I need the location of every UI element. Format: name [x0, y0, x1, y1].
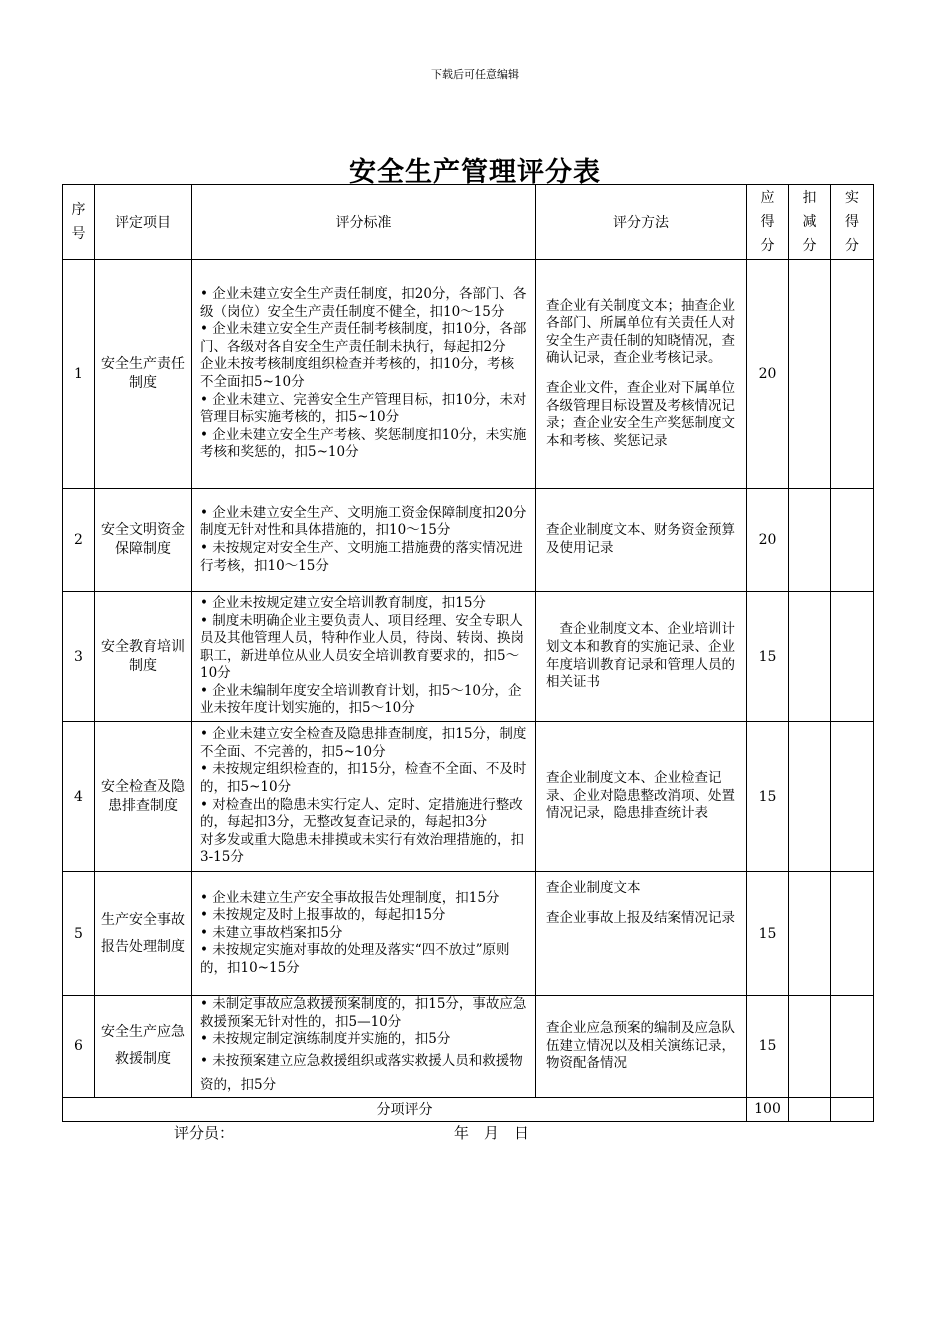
row-seq: 5	[63, 872, 95, 996]
row-item: 安全生产责任制度	[95, 260, 192, 489]
table-row	[63, 872, 874, 996]
row-should-score: 20	[747, 489, 789, 592]
row-should-score: 15	[747, 722, 789, 872]
row-deduct-score[interactable]	[789, 996, 831, 1098]
header-seq: 序 号	[63, 185, 95, 260]
row-item: 安全检查及隐患排查制度	[95, 722, 192, 872]
row-actual-score[interactable]	[831, 722, 874, 872]
row-method: 查企业制度文本 查企业事故上报及结案情况记录	[536, 872, 747, 996]
header-deduct-score: 扣 减 分	[789, 185, 831, 260]
table-row	[63, 489, 874, 592]
total-row	[63, 1097, 874, 1121]
row-criteria: • 未制定事故应急救援预案制度的，扣15分，事故应急救援预案无针对性的，扣5—10分 • 未按规定制定演练制度并实施的，扣5分 • 未按预案建立应急救援组织或落实救援人员和救援物资的，扣5分	[192, 996, 536, 1098]
row-method: 查企业有关制度文本；抽查企业各部门、所属单位有关责任人对安全生产责任制的知晓情况，查确认记录，查企业考核记录。 查企业文件，查企业对下属单位各级管理目标设置及考核情况记录；查企业安全生产奖惩制度文本和考核、奖惩记录	[536, 260, 747, 489]
row-item: 安全生产应急救援制度	[95, 996, 192, 1098]
table-row	[63, 260, 874, 489]
row-item: 安全文明资金保障制度	[95, 489, 192, 592]
total-deduct-score[interactable]	[789, 1097, 831, 1121]
table-row	[63, 592, 874, 722]
scorer-label: 评分员：	[174, 1124, 235, 1142]
row-seq: 1	[63, 260, 95, 489]
page-title: 安全生产管理评分表	[349, 157, 601, 188]
date-label: 年 月 日	[454, 1124, 530, 1142]
row-criteria: • 企业未按规定建立安全培训教育制度，扣15分 • 制度未明确企业主要负责人、项目经理、安全专职人员及其他管理人员，特种作业人员，待岗、转岗、换岗职工，新进单位从业人员安全培训教育要求的，扣5～10分 • 企业未编制年度安全培训教育计划，扣5～10分，企业未按年度计划实施的，扣5～10分	[192, 592, 536, 722]
table-header-row	[63, 185, 874, 260]
row-should-score: 20	[747, 260, 789, 489]
footer	[174, 1122, 529, 1143]
header-note: 下载后可任意编辑	[431, 68, 519, 81]
row-actual-score[interactable]	[831, 872, 874, 996]
row-actual-score[interactable]	[831, 592, 874, 722]
row-item: 安全教育培训制度	[95, 592, 192, 722]
row-item: 生产安全事故报告处理制度	[95, 872, 192, 996]
row-seq: 2	[63, 489, 95, 592]
row-criteria: • 企业未建立安全生产、文明施工资金保障制度扣20分 制度无针对性和具体措施的，扣10～15分 • 未按规定对安全生产、文明施工措施费的落实情况进行考核，扣10～15分	[192, 489, 536, 592]
row-deduct-score[interactable]	[789, 592, 831, 722]
row-deduct-score[interactable]	[789, 489, 831, 592]
total-actual-score[interactable]	[831, 1097, 874, 1121]
row-deduct-score[interactable]	[789, 872, 831, 996]
row-actual-score[interactable]	[831, 996, 874, 1098]
row-actual-score[interactable]	[831, 260, 874, 489]
row-method: 查企业制度文本、财务资金预算及使用记录	[536, 489, 747, 592]
row-should-score: 15	[747, 872, 789, 996]
row-should-score: 15	[747, 996, 789, 1098]
table-row	[63, 996, 874, 1098]
total-label: 分项评分	[63, 1097, 747, 1121]
header-actual-score: 实 得 分	[831, 185, 874, 260]
row-criteria: • 企业未建立安全检查及隐患排查制度，扣15分，制度不全面、不完善的，扣5~10分 • 未按规定组织检查的，扣15分，检查不全面、不及时的，扣5~10分 • 对检查出的隐患未实行定人、定时、定措施进行整改的，每起扣3分，无整改复查记录的，每起扣3分 对多发或重大隐患未排摸或未实行有效治理措施的，扣3-15分	[192, 722, 536, 872]
row-should-score: 15	[747, 592, 789, 722]
total-score: 100	[747, 1097, 789, 1121]
row-criteria: • 企业未建立安全生产责任制度，扣20分，各部门、各级（岗位）安全生产责任制度不健全，扣10～15分 • 企业未建立安全生产责任制考核制度，扣10分，各部门、各级对各自安全生产责任制未执行，每起扣2分 企业未按考核制度组织检查并考核的，扣10分，考核不全面扣5~10分 • 企业未建立、完善安全生产管理目标，扣10分，未对管理目标实施考核的，扣5~10分 • 企业未建立安全生产考核、奖惩制度扣10分，未实施考核和奖惩的，扣5~10分	[192, 260, 536, 489]
table-row	[63, 722, 874, 872]
row-actual-score[interactable]	[831, 489, 874, 592]
header-should-score: 应 得 分	[747, 185, 789, 260]
header-criteria: 评分标准	[192, 185, 536, 260]
row-method: 查企业制度文本、企业检查记录、企业对隐患整改消项、处置情况记录，隐患排查统计表	[536, 722, 747, 872]
score-table	[62, 184, 874, 1122]
header-method: 评分方法	[536, 185, 747, 260]
row-seq: 6	[63, 996, 95, 1098]
header-item: 评定项目	[95, 185, 192, 260]
row-deduct-score[interactable]	[789, 260, 831, 489]
row-seq: 3	[63, 592, 95, 722]
row-method: 查企业制度文本、企业培训计划文本和教育的实施记录、企业年度培训教育记录和管理人员的相关证书	[536, 592, 747, 722]
row-deduct-score[interactable]	[789, 722, 831, 872]
row-method: 查企业应急预案的编制及应急队伍建立情况以及相关演练记录，物资配备情况	[536, 996, 747, 1098]
row-criteria: • 企业未建立生产安全事故报告处理制度，扣15分 • 未按规定及时上报事故的，每起扣15分 • 未建立事故档案扣5分 • 未按规定实施对事故的处理及落实“四不放过”原则的，扣10~15分	[192, 872, 536, 996]
row-seq: 4	[63, 722, 95, 872]
